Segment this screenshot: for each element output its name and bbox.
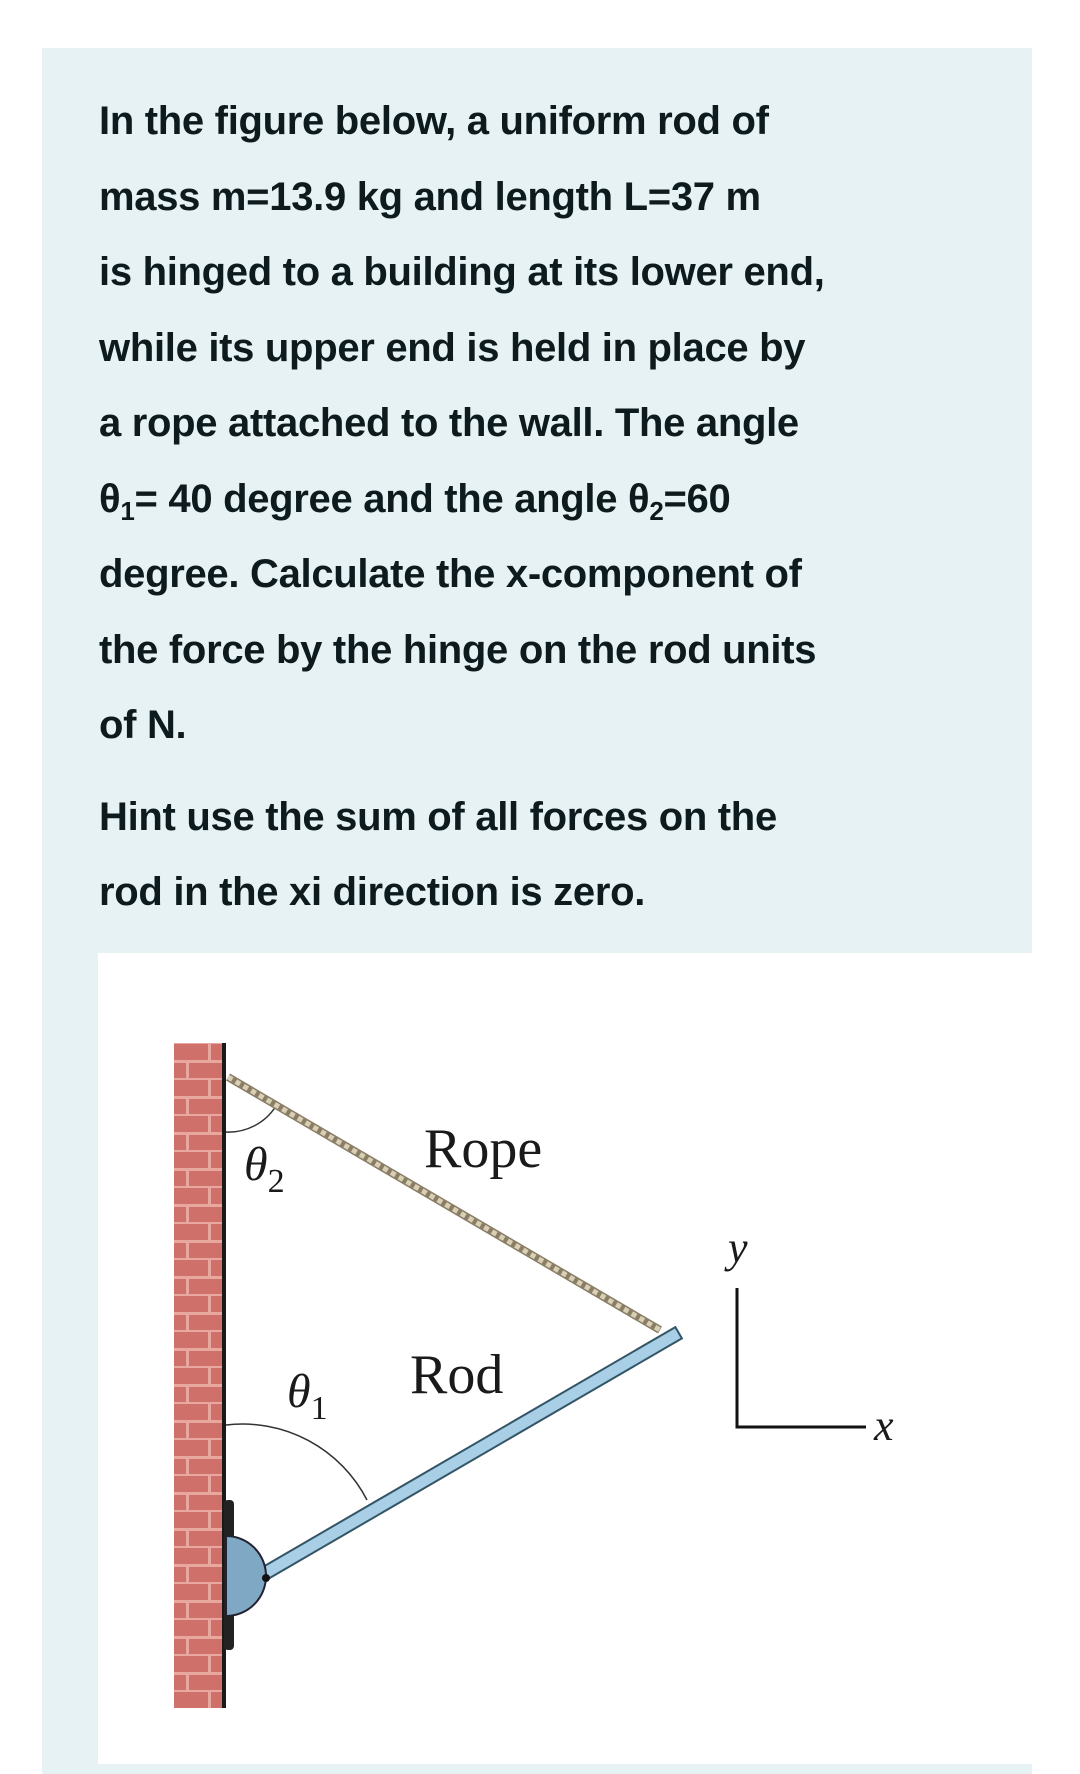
rod-label: Rod — [410, 1344, 504, 1406]
question-line: In the figure below, a uniform rod of — [99, 99, 769, 143]
question-line: a rope attached to the wall. The angle — [99, 401, 799, 445]
brick-wall — [174, 1043, 226, 1708]
theta1-arc — [226, 1424, 367, 1500]
question-line: the force by the hinge on the rod units — [99, 627, 817, 672]
question-line: mass m=13.9 kg and length L=37 m — [99, 174, 761, 219]
subscript: 1 — [120, 495, 135, 526]
hint-line: Hint use the sum of all forces on the — [99, 794, 777, 839]
subscript: 2 — [649, 495, 664, 526]
y-axis-label: y — [728, 1223, 748, 1272]
theta-symbol: θ — [99, 476, 121, 521]
hinge — [224, 1500, 270, 1650]
question-text-fragment: =60 — [663, 476, 731, 521]
question-line: degree. Calculate the x-component of — [99, 552, 802, 596]
question-line: is hinged to a building at its lower end, — [99, 250, 825, 294]
hint-line: rod in the xi direction is zero. — [99, 870, 646, 914]
axes-icon — [737, 1288, 866, 1427]
question-line: while its upper end is held in place by — [99, 325, 806, 370]
x-axis-label: x — [874, 1401, 894, 1450]
theta1-label: $\theta_1$ — [287, 1365, 328, 1427]
rope-label: Rope — [424, 1118, 543, 1180]
question-text-fragment: = 40 degree and the angle θ — [134, 476, 650, 521]
rope — [228, 1077, 660, 1330]
theta2-arc — [226, 1106, 276, 1132]
question-line: of N. — [99, 703, 187, 747]
theta2-label: $\theta_2$ — [244, 1138, 285, 1200]
